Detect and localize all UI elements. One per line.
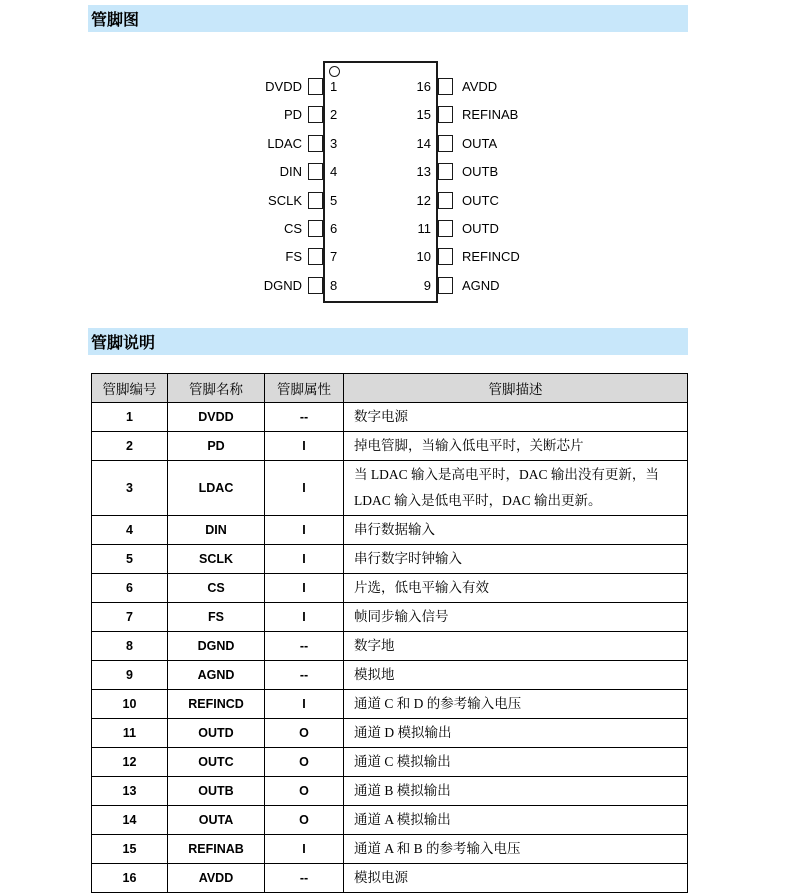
pin-row [242,101,562,129]
section-title-pin-description [88,328,688,355]
pin-desc-cell: 通道 A 模拟输出 [344,806,688,835]
pin-desc-cell: 通道 C 和 D 的参考输入电压 [344,690,688,719]
pin-number-cell: 16 [92,864,168,893]
pin-right-label: REFINAB [462,107,519,123]
pin-name-cell: OUTD [168,719,265,748]
pin-left-stub [308,135,323,152]
pin-desc-cell: 数字地 [344,632,688,661]
pin-desc-cell: 通道 D 模拟输出 [344,719,688,748]
table-row [92,432,688,461]
pin-name-cell: AGND [168,661,265,690]
pin-number-cell: 6 [92,574,168,603]
pin-desc-cell: 数字电源 [344,403,688,432]
pin-left-number: 7 [330,249,338,265]
pin-number-cell: 13 [92,777,168,806]
pin-left-stub [308,163,323,180]
pin-right-stub [438,277,453,294]
pin-left-label: DIN [279,164,302,180]
pin-name-cell: REFINCD [168,690,265,719]
pin-left-label: LDAC [267,135,302,151]
pin-row [242,130,562,158]
pin-left-number: 1 [330,79,338,94]
pin-row [242,215,562,243]
table-row [92,516,688,545]
pin-description-table [91,373,688,893]
pin-right-label: REFINCD [462,249,520,265]
pin-right-number: 15 [416,107,431,123]
pin-attr-cell: -- [265,632,344,661]
pin-right-label: AGND [462,277,500,293]
table-row [92,864,688,893]
header-pin-number: 管脚编号 [92,374,168,403]
pin-name-cell: OUTA [168,806,265,835]
pin-attr-cell: O [265,777,344,806]
pin-left-stub [308,248,323,265]
pin-right-number: 13 [416,164,431,180]
pin-right-label: OUTD [462,220,499,236]
table-row [92,748,688,777]
pin-left-number: 3 [330,135,338,151]
pin-number-cell: 3 [92,461,168,516]
pin-right-stub [438,163,453,180]
pin-right-stub [438,220,453,237]
pin-desc-cell: 模拟地 [344,661,688,690]
pin-table-body [92,403,688,893]
table-row [92,690,688,719]
pin-right-label: OUTB [462,164,499,180]
pin-right-label: OUTC [462,192,499,208]
pin-right-number: 10 [416,249,431,265]
pin-left-stub [308,106,323,123]
pin-rows [242,73,562,300]
pin-number-cell: 9 [92,661,168,690]
pin-number-cell: 11 [92,719,168,748]
pin-right-number: 14 [416,135,431,151]
pin-desc-cell: 通道 A 和 B 的参考输入电压 [344,835,688,864]
pin-number-cell: 8 [92,632,168,661]
pin-name-cell: DGND [168,632,265,661]
pin-left-label: SCLK [268,192,302,208]
pin-right-stub [438,192,453,209]
pin-attr-cell: -- [265,403,344,432]
header-pin-name: 管脚名称 [168,374,265,403]
pin-number-cell: 7 [92,603,168,632]
table-row [92,545,688,574]
pin-left-label: PD [283,107,302,123]
pin-number-cell: 12 [92,748,168,777]
pin-desc-cell: 帧同步输入信号 [344,603,688,632]
pin-attr-cell: -- [265,661,344,690]
pin-right-stub [438,135,453,152]
pin-number-cell: 4 [92,516,168,545]
pin-attr-cell: I [265,545,344,574]
pin-left-number: 2 [330,107,338,123]
pin-left-stub [308,220,323,237]
pin-left-number: 6 [330,220,338,236]
pin-name-cell: OUTB [168,777,265,806]
pin-attr-cell: I [265,603,344,632]
pin-right-label: AVDD [462,79,498,94]
pin-number-cell: 2 [92,432,168,461]
table-header-row [92,374,688,403]
pin-number-cell: 5 [92,545,168,574]
pin-row [242,73,562,101]
pin-desc-cell: 串行数字时钟输入 [344,545,688,574]
header-pin-attr: 管脚属性 [265,374,344,403]
table-row [92,719,688,748]
pin-attr-cell: -- [265,864,344,893]
pin-desc-cell: 通道 C 模拟输出 [344,748,688,777]
pin-row [242,187,562,215]
table-row [92,403,688,432]
pin-row [242,272,562,300]
table-row [92,603,688,632]
pin-left-stub [308,277,323,294]
pin-name-cell: AVDD [168,864,265,893]
pin-desc-cell: 当 LDAC 输入是高电平时，DAC 输出没有更新，当 LDAC 输入是低电平时，DAC 输出更新。 [344,461,688,516]
pin-right-number: 16 [416,79,431,94]
pin-left-number: 8 [330,277,338,293]
table-row [92,632,688,661]
pin-attr-cell: I [265,461,344,516]
pin-right-stub [438,248,453,265]
pin-number-cell: 15 [92,835,168,864]
pin-right-stub [438,78,453,95]
pin-attr-cell: I [265,835,344,864]
pin-row [242,158,562,186]
pin-number-cell: 1 [92,403,168,432]
pin-desc-cell: 串行数据输入 [344,516,688,545]
pin-desc-cell: 通道 B 模拟输出 [344,777,688,806]
table-row [92,835,688,864]
pin-name-cell: CS [168,574,265,603]
pin-diagram [242,55,562,315]
pin-right-number: 12 [416,192,431,208]
pin-name-cell: DVDD [168,403,265,432]
pin-left-stub [308,78,323,95]
pin-left-number: 5 [330,192,338,208]
pin-name-cell: DIN [168,516,265,545]
pin-right-number: 9 [423,277,431,293]
pin-name-cell: OUTC [168,748,265,777]
pin-attr-cell: I [265,690,344,719]
table-row [92,661,688,690]
table-row [92,777,688,806]
pin-left-label: FS [285,249,302,265]
pin-desc-cell: 模拟电源 [344,864,688,893]
table-row [92,574,688,603]
pin-attr-cell: O [265,719,344,748]
pin-name-cell: SCLK [168,545,265,574]
pin-number-cell: 14 [92,806,168,835]
table-row [92,461,688,516]
pin-right-number: 11 [417,220,431,236]
pin-left-label: DGND [263,277,302,293]
section-title-text: 管脚图 [91,12,140,29]
section-title-pin-diagram [88,5,688,32]
pin-right-stub [438,106,453,123]
pin-attr-cell: O [265,748,344,777]
pin-desc-cell: 掉电管脚，当输入低电平时，关断芯片 [344,432,688,461]
pin-left-number: 4 [330,164,338,180]
pin-attr-cell: I [265,574,344,603]
pin-name-cell: FS [168,603,265,632]
section-title-text: 管脚说明 [91,335,156,352]
pin-number-cell: 10 [92,690,168,719]
pin-name-cell: LDAC [168,461,265,516]
pin-name-cell: REFINAB [168,835,265,864]
table-row [92,806,688,835]
pin-row [242,243,562,271]
header-pin-desc: 管脚描述 [344,374,688,403]
pin-left-stub [308,192,323,209]
pin-attr-cell: O [265,806,344,835]
pin-attr-cell: I [265,516,344,545]
pin-desc-cell: 片选，低电平输入有效 [344,574,688,603]
pin-right-label: OUTA [462,135,498,151]
pin-name-cell: PD [168,432,265,461]
pin-left-label: DVDD [265,79,302,94]
pin-left-label: CS [283,220,302,236]
pin-attr-cell: I [265,432,344,461]
